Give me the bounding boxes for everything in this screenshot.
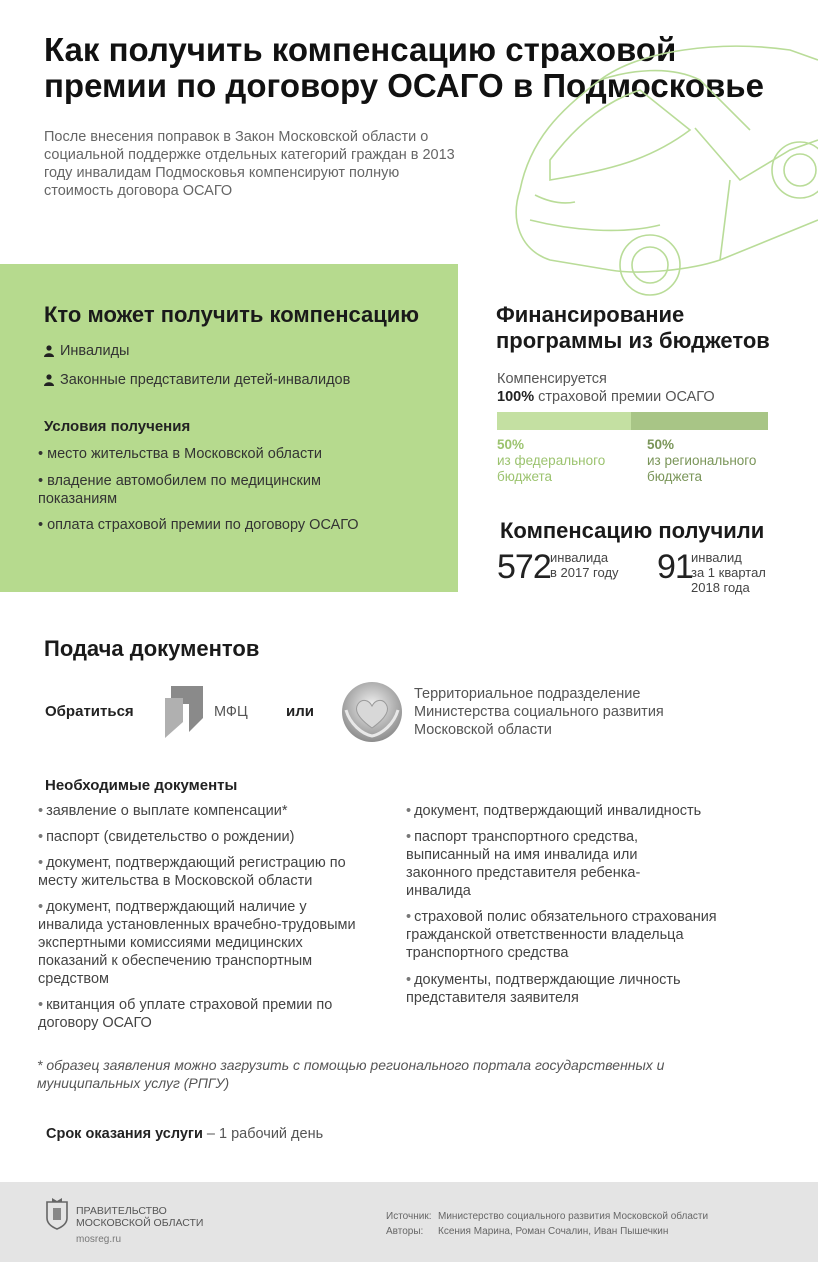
page-title: Как получить компенсацию страховой премии по договору ОСАГО в Подмосковье — [44, 31, 764, 104]
financing-title: Финансирование программы из бюджетов — [496, 302, 770, 353]
stat-2017-desc — [550, 550, 619, 580]
stat-2018-desc-line: инвалид — [691, 550, 742, 565]
regional-share-bar — [631, 412, 768, 430]
doc-item-text: паспорт (свидетельство о рождении) — [46, 829, 295, 845]
submission-title: Подача документов — [44, 636, 260, 661]
doc-item: • документ, подтверждающий наличие у инвалида установленных врачебно-трудовыми экспертными комиссиями медицинских показаний к обеспечению транспортным средством — [38, 899, 356, 987]
doc-item: • заявление о выплате компенсации* — [38, 803, 288, 819]
financing-line2: страховой премии ОСАГО — [534, 389, 715, 405]
federal-share — [497, 437, 627, 485]
authors-text: Ксения Марина, Роман Сочалин, Иван Пышечкин — [438, 1226, 669, 1237]
gov-name — [76, 1205, 203, 1229]
regional-share-percent: 50% — [647, 437, 675, 452]
received-title: Компенсацию получили — [500, 518, 765, 543]
person-icon — [44, 374, 54, 386]
source-info — [386, 1209, 708, 1239]
doc-item-text: документы, подтверждающие личность представителя заявителя — [406, 972, 681, 1006]
authors-label: Авторы: — [386, 1226, 424, 1237]
doc-item: • документ, подтверждающий регистрацию по месту жительства в Московской области — [38, 855, 346, 889]
intro-text: После внесения поправок в Закон Московской области о социальной поддержке отдельных категорий граждан в 2013 году инвалидам Подмосковья компенсируют полную стоимость договора ОСАГО — [44, 129, 455, 199]
eligibility-title: Кто может получить компенсацию — [44, 302, 420, 327]
mfc-logo-icon — [163, 684, 207, 740]
stat-2017-desc-line: в 2017 году — [550, 565, 619, 580]
stat-2018-desc — [691, 550, 766, 595]
condition-item: • место жительства в Московской области — [38, 446, 322, 462]
required-docs-title: Необходимые документы — [45, 777, 238, 794]
doc-item-text: страховой полис обязательного страхования гражданской ответственности владельца транспортного средства — [406, 909, 717, 961]
gov-site-link[interactable]: mosreg.ru — [76, 1234, 122, 1245]
source-text: Министерство социального развития Московской области — [438, 1211, 709, 1222]
conditions-title: Условия получения — [44, 418, 191, 435]
gov-name-line: ПРАВИТЕЛЬСТВО — [76, 1205, 167, 1217]
stat-2017-number: 572 — [497, 548, 551, 586]
doc-item-text: заявление о выплате компенсации* — [46, 803, 288, 819]
eligible-item-label: Инвалиды — [60, 343, 130, 359]
eligible-item — [44, 343, 129, 359]
doc-item: • паспорт транспортного средства, выписанный на имя инвалида или законного представителя ребенка-инвалида — [406, 829, 641, 899]
coat-of-arms-icon — [44, 1196, 70, 1230]
eligible-item-label: Законные представители детей-инвалидов — [60, 372, 351, 388]
financing-percent: 100% — [497, 389, 535, 405]
stat-2018-desc-line: 2018 года — [691, 580, 750, 595]
car-illustration — [490, 20, 818, 300]
service-term-label: Срок оказания услуги — [46, 1126, 203, 1142]
stat-2018-number: 91 — [657, 548, 693, 586]
doc-item: • паспорт (свидетельство о рождении) — [38, 829, 295, 845]
service-term-value: – 1 рабочий день — [202, 1126, 324, 1142]
doc-item: • документ, подтверждающий инвалидность — [406, 803, 702, 819]
or-label: или — [286, 703, 314, 720]
doc-item: • страховой полис обязательного страхования гражданской ответственности владельца транспортного средства — [406, 909, 717, 961]
gov-name-line: МОСКОВСКОЙ ОБЛАСТИ — [76, 1217, 204, 1229]
federal-share-percent: 50% — [497, 437, 525, 452]
doc-item: • квитанция об уплате страховой премии по договору ОСАГО — [38, 997, 333, 1031]
source-label: Источник: — [386, 1211, 432, 1222]
person-icon — [44, 345, 54, 357]
doc-item-text: документ, подтверждающий наличие у инвалида установленных врачебно-трудовыми экспертными комиссиями медицинских показаний к обеспечению транспортным средством — [38, 899, 356, 987]
condition-item: • владение автомобилем по медицинским показаниям — [38, 473, 321, 507]
financing-line1: Компенсируется — [497, 371, 607, 387]
federal-share-bar — [497, 412, 631, 430]
footnote: * образец заявления можно загрузить с помощью регионального портала государственных и муниципальных услуг (РПГУ) — [37, 1057, 665, 1091]
service-term — [46, 1126, 323, 1142]
regional-share — [647, 437, 777, 485]
ministry-label: Территориальное подразделение Министерства социального развития Московской области — [414, 686, 664, 738]
ministry-heart-logo-icon — [340, 680, 404, 744]
regional-share-desc: из регионального бюджета — [647, 453, 757, 484]
doc-item-text: квитанция об уплате страховой премии по договору ОСАГО — [38, 997, 333, 1031]
federal-share-desc: из федерального бюджета — [497, 453, 606, 484]
eligible-item — [44, 372, 350, 388]
apply-label: Обратиться — [45, 703, 134, 720]
doc-item: • документы, подтверждающие личность представителя заявителя — [406, 972, 681, 1006]
doc-item-text: документ, подтверждающий регистрацию по месту жительства в Московской области — [38, 855, 346, 889]
mfc-label: МФЦ — [214, 704, 248, 720]
doc-item-text: паспорт транспортного средства, выписанный на имя инвалида или законного представителя ребенка-инвалида — [406, 829, 641, 899]
financing-subtitle — [497, 370, 797, 406]
doc-item-text: документ, подтверждающий инвалидность — [414, 803, 702, 819]
condition-item: • оплата страховой премии по договору ОСАГО — [38, 517, 359, 533]
stat-2018-desc-line: за 1 квартал — [691, 565, 766, 580]
stat-2017-desc-line: инвалида — [550, 550, 609, 565]
